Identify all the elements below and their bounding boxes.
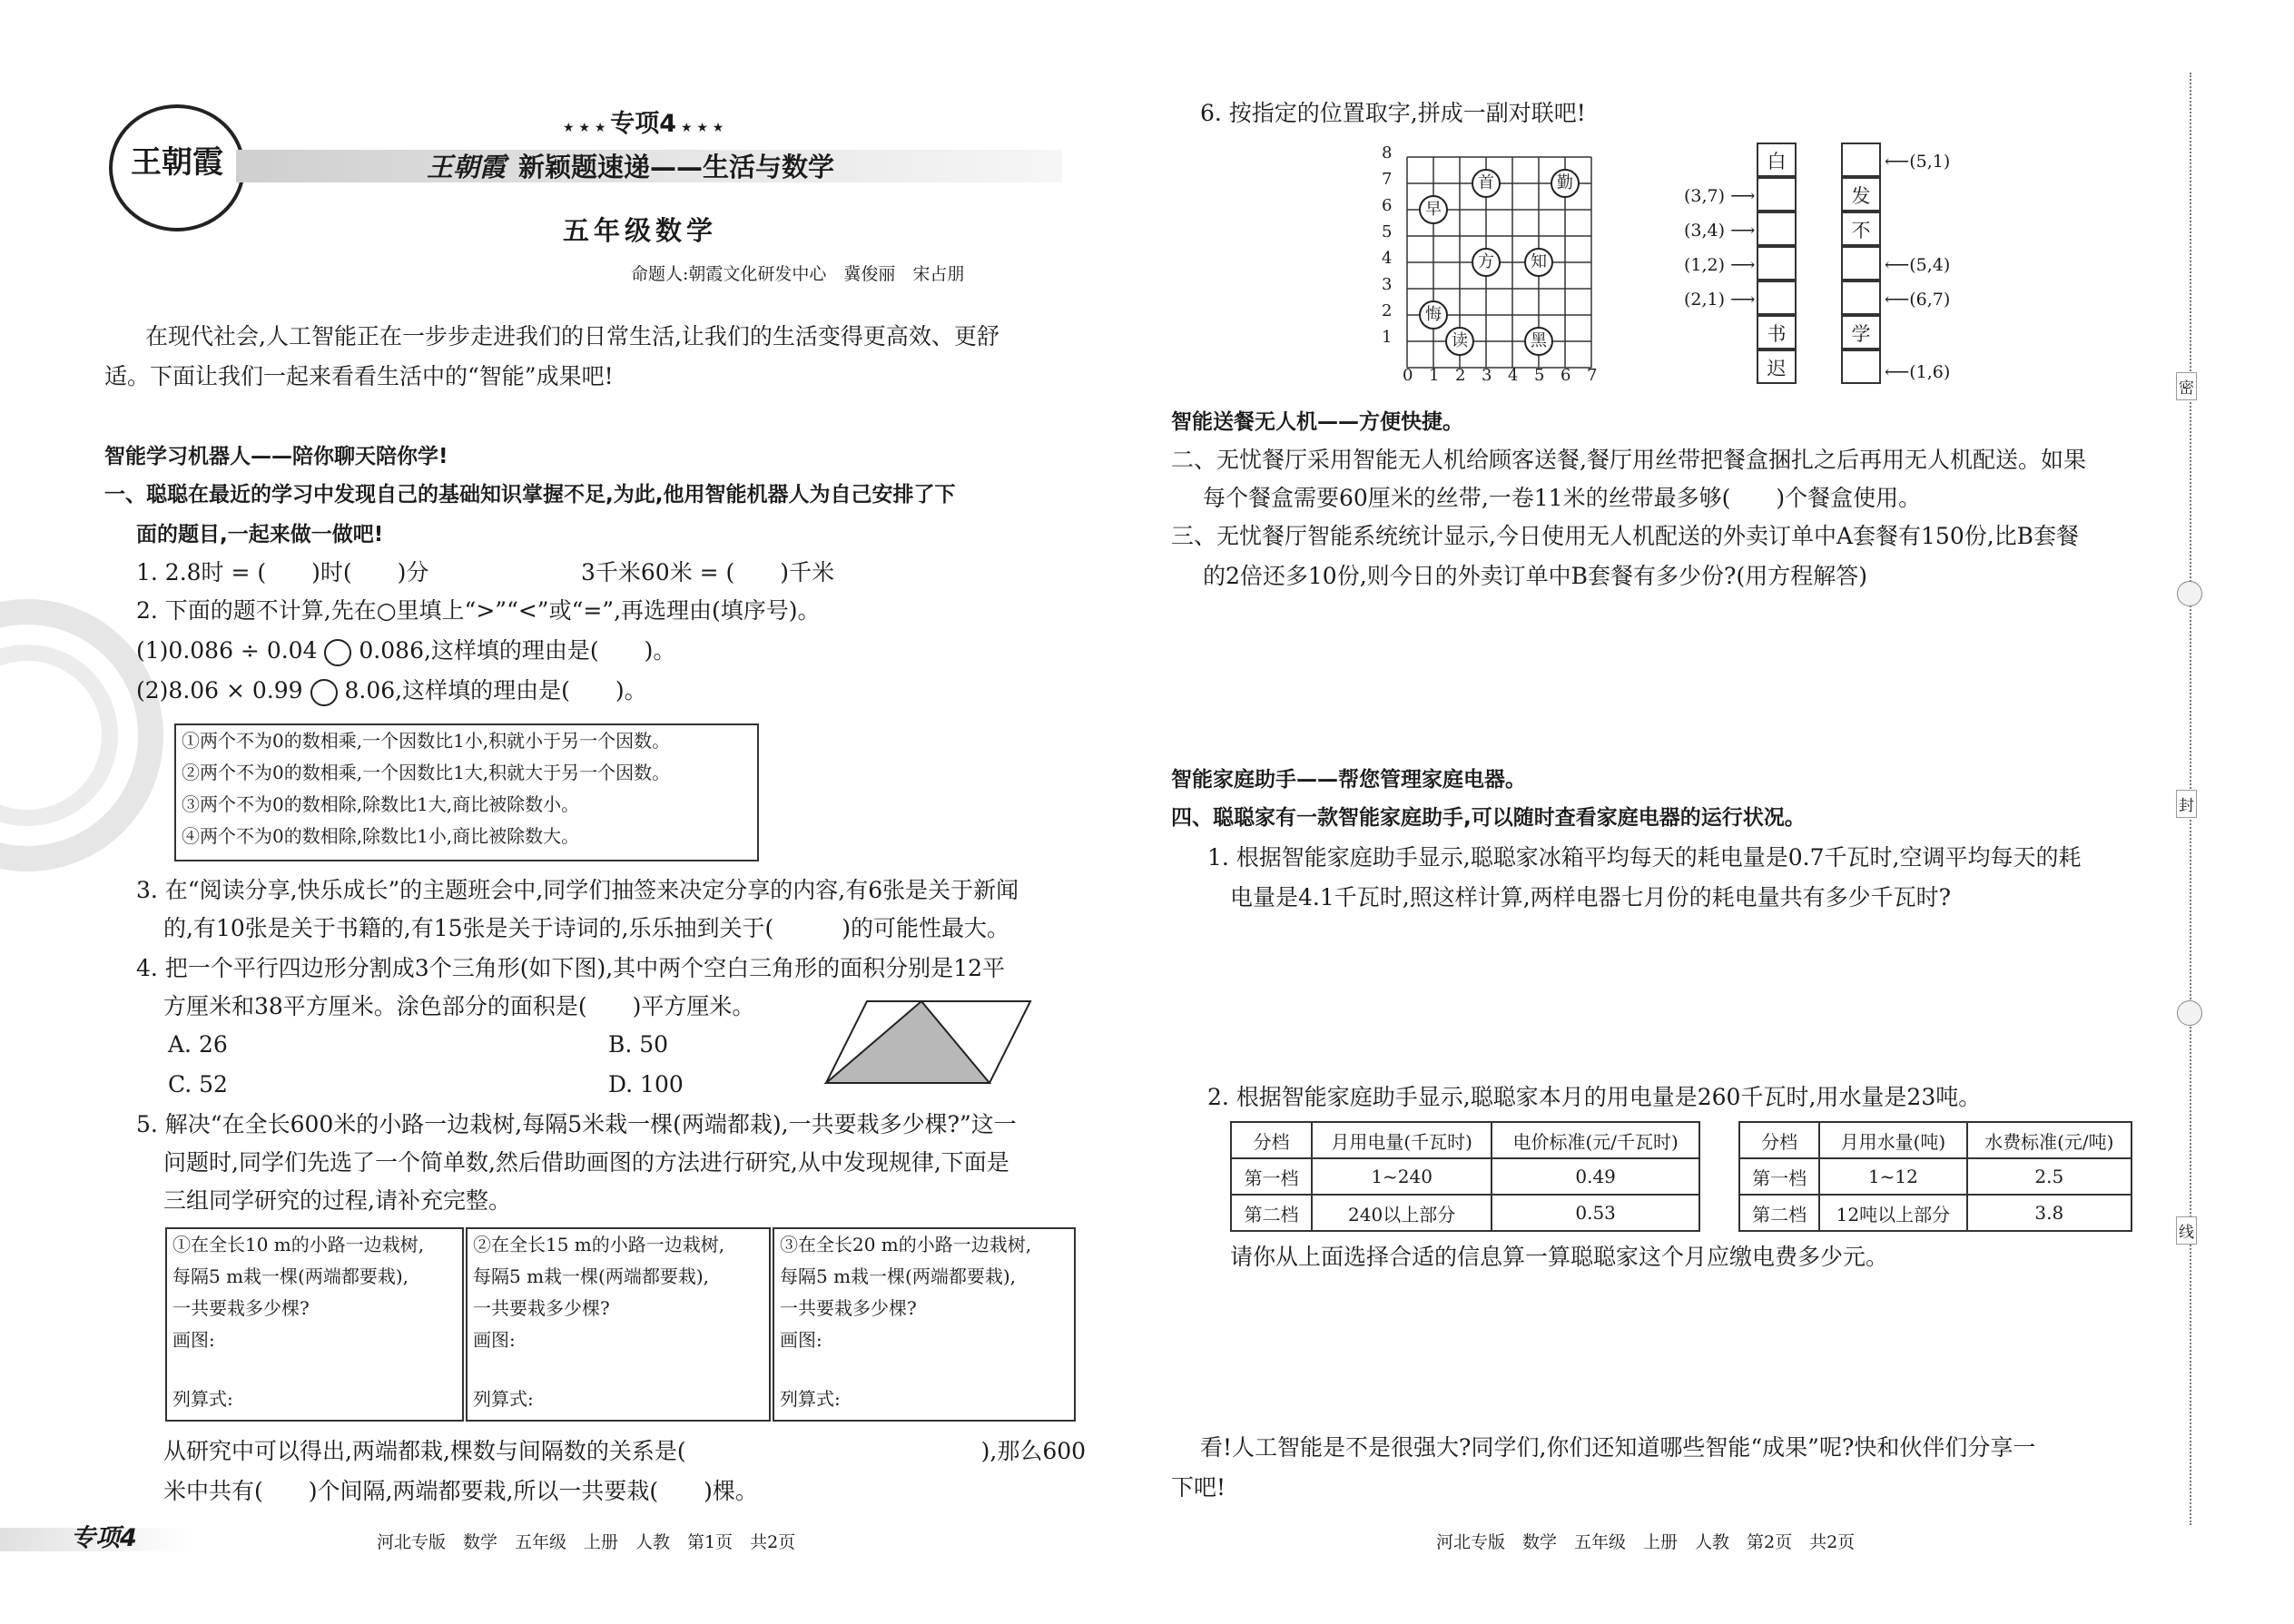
couplet-cell[interactable] [1757,212,1797,246]
group-text: ②在全长15 m的小路一边栽树, [473,1234,725,1255]
seal-label: 线 [2176,1216,2197,1245]
y-tick-label: 7 [1382,170,1393,189]
x-tick-label: 3 [1482,366,1492,385]
q1-2-2: (2)8.06 × 0.99 8.06,这样填的理由是( )。 [136,674,647,708]
q1-1b: 3千米60米 = ( )千米 [581,559,835,586]
table-cell: 3.8 [1967,1195,2132,1231]
seal-label: 密 [2176,372,2197,400]
group-text: 一共要栽多少棵? [780,1297,917,1319]
coord-label: (2,1) ⟶ [1684,290,1756,310]
couplet-cell[interactable] [1841,143,1881,177]
grid-char: 黑 [1524,327,1553,356]
option-b: B. 50 [608,1031,669,1058]
q4-2: 2. 根据智能家庭助手显示,聪聪家本月的用电量是260千瓦时,用水量是23吨。 [1207,1084,1982,1110]
section-heading: 智能送餐无人机——方便快捷。 [1171,410,1463,434]
closing-line-1: 看!人工智能是不是很强大?同学们,你们还知道哪些智能“成果”呢?快和伙伴们分享一 [1200,1434,2036,1461]
subject-title: 五年级数学 [563,215,718,246]
couplet-cell[interactable] [1841,281,1881,315]
table-cell: 第一档 [1739,1158,1819,1195]
grid-x-ticks [1393,366,1602,389]
couplet-cell: 发 [1841,177,1881,212]
formula-label: 列算式: [473,1388,534,1410]
brand-logo [109,104,245,231]
table-row [1231,1195,1699,1231]
couplet-cell: 不 [1841,212,1881,246]
reason-item: ③两个不为0的数相除,除数比1大,商比被除数小。 [182,793,580,815]
couplet-cell: 学 [1841,315,1881,349]
water-table [1738,1121,2132,1232]
arrow-icon: ⟶ [1730,255,1756,275]
q1-5-end2: 米中共有( )个间隔,两端都要栽,所以一共要栽( )棵。 [163,1478,758,1504]
option-d: D. 100 [608,1071,684,1097]
coord-label: ⟵(6,7) [1885,290,1951,310]
table-header: 分档 [1739,1122,1819,1158]
question-2-cont: 每个餐盒需要60厘米的丝带,一卷11米的丝带最多够( )个餐盒使用。 [1203,485,1922,511]
group-text: 一共要栽多少棵? [473,1297,610,1319]
y-tick-label: 6 [1382,196,1393,215]
grid-char: 读 [1445,327,1474,356]
table-cell: 1~12 [1819,1158,1966,1195]
arrow-icon: ⟶ [1730,290,1756,310]
table-header: 分档 [1231,1122,1312,1158]
couplet-cell[interactable] [1757,246,1797,281]
q1-1a: 1. 2.8时 = ( )时( )分 [136,559,429,586]
formula-label: 列算式: [780,1388,841,1410]
table-header: 水费标准(元/吨) [1967,1122,2132,1158]
coord-label: (1,2) ⟶ [1684,255,1756,275]
y-tick-label: 1 [1382,328,1393,347]
arrow-icon: ⟵ [1885,255,1910,275]
question-2: 二、无忧餐厅采用智能无人机给顾客送餐,餐厅用丝带把餐盒捆扎之后再用无人机配送。如果 [1171,447,2086,473]
page-title: 王朝霞 新颖题速递——生活与数学 [427,152,835,182]
group-text: 每隔5 m栽一棵(两端都要栽), [172,1265,409,1287]
coord-label: (3,4) ⟶ [1684,221,1756,241]
arrow-icon: ⟶ [1730,221,1756,241]
x-tick-label: 5 [1534,366,1545,385]
authors: 命题人:朝霞文化研发中心 冀俊丽 宋占朋 [631,264,965,284]
y-tick-label: 4 [1382,249,1393,268]
grid-char: 方 [1472,248,1501,277]
coordinate-grid [1403,154,1593,372]
table-cell: 0.53 [1492,1195,1699,1231]
section-heading: 智能家庭助手——帮您管理家庭电器。 [1171,768,1526,792]
table-header: 月用电量(千瓦时) [1312,1122,1492,1158]
table-cell: 第一档 [1231,1158,1312,1195]
q1-3: 3. 在“阅读分享,快乐成长”的主题班会中,同学们抽签来决定分享的内容,有6张是关于新闻 [136,877,1019,903]
binding-hole-icon [2177,1000,2202,1026]
grid-char: 知 [1524,248,1553,277]
answer-circle[interactable] [310,679,338,706]
couplet-cell: 白 [1757,143,1797,177]
coord-label: ⟵(5,1) [1885,152,1951,172]
series-label: ★ ★ ★ 专项4 ★ ★ ★ [563,110,724,138]
table-row [1739,1158,2132,1195]
x-tick-label: 2 [1455,366,1466,385]
table-header-row [1739,1122,2132,1158]
q1-5-cont2: 三组同学研究的过程,请补充完整。 [163,1187,511,1214]
binding-hole-icon [2177,581,2202,606]
group-text: ③在全长20 m的小路一边栽树, [780,1234,1032,1255]
reason-item: ①两个不为0的数相乘,一个因数比1小,积就小于另一个因数。 [182,730,671,752]
option-a: A. 26 [168,1031,228,1058]
q1-3-cont: 的,有10张是关于书籍的,有15张是关于诗词的,乐乐抽到关于( )的可能性最大。 [163,915,1009,941]
closing-line-2: 下吧! [1171,1474,1226,1501]
table-row [1231,1158,1699,1195]
q1-5: 5. 解决“在全长600米的小路一边栽树,每隔5米栽一棵(两端都栽),一共要栽多少棵?”这一 [136,1111,1017,1137]
reason-item: ②两个不为0的数相乘,一个因数比1大,积就大于另一个因数。 [182,762,671,783]
option-c: C. 52 [168,1071,228,1097]
parallelogram-figure [822,997,1035,1088]
x-tick-label: 7 [1587,366,1598,385]
q6-title: 6. 按指定的位置取字,拼成一副对联吧! [1200,100,1586,126]
q1-4-cont: 方厘米和38平方厘米。涂色部分的面积是( )平方厘米。 [163,993,755,1019]
arrow-icon: ⟵ [1885,152,1910,172]
table-cell: 240以上部分 [1312,1195,1492,1231]
seal-label: 封 [2176,790,2197,818]
table-cell: 12吨以上部分 [1819,1195,1966,1231]
q1-4: 4. 把一个平行四边形分割成3个三角形(如下图),其中两个空白三角形的面积分别是12平 [136,955,1005,981]
table-header: 电价标准(元/千瓦时) [1492,1122,1699,1158]
intro-line-1: 在现代社会,人工智能正在一步步走进我们的日常生活,让我们的生活变得更高效、更舒 [145,323,999,349]
group-text: ①在全长10 m的小路一边栽树, [172,1234,425,1255]
q1-5-end: 从研究中可以得出,两端都栽,棵数与间隔数的关系是( ),那么600 [163,1438,1087,1464]
question-3: 三、无忧餐厅智能系统统计显示,今日使用无人机配送的外卖订单中A套餐有150份,比B套餐 [1171,523,2080,549]
couplet-cell[interactable] [1841,246,1881,281]
x-tick-label: 4 [1508,366,1519,385]
grid-char: 首 [1472,169,1501,198]
couplet-cell: 迟 [1757,349,1797,384]
draw-label: 画图: [473,1329,516,1351]
section-heading: 智能学习机器人——陪你聊天陪你学! [104,445,448,468]
grid-char: 勤 [1551,169,1580,198]
q4-1-cont: 电量是4.1千瓦时,照这样计算,两样电器七月份的耗电量共有多少千瓦时? [1230,884,1952,910]
couplet-cell[interactable] [1841,349,1881,384]
answer-circle[interactable] [324,639,351,666]
coord-label: ⟵(1,6) [1885,362,1951,382]
star-icon: ★ ★ ★ [563,121,611,135]
group-text: 一共要栽多少棵? [172,1297,310,1319]
table-header-row [1231,1122,1699,1158]
x-tick-label: 1 [1429,366,1440,385]
table-cell: 0.49 [1492,1158,1699,1195]
couplet-cell[interactable] [1757,281,1797,315]
table-row [1739,1195,2132,1231]
coord-label: (3,7) ⟶ [1684,186,1756,206]
formula-label: 列算式: [172,1388,233,1410]
q1-5-cont: 问题时,同学们先选了一个简单数,然后借助画图的方法进行研究,从中发现规律,下面是 [163,1149,1009,1176]
reason-item: ④两个不为0的数相除,除数比1小,商比被除数大。 [182,825,580,847]
y-tick-label: 3 [1382,275,1393,294]
q4-2-ask: 请你从上面选择合适的信息算一算聪聪家这个月应缴电费多少元。 [1230,1244,1889,1270]
grid-char: 早 [1419,195,1448,224]
group-text: 每隔5 m栽一棵(两端都要栽), [473,1265,710,1287]
question-1: 一、聪聪在最近的学习中发现自己的基础知识掌握不足,为此,他用智能机器人为自己安排了下 [104,483,956,507]
arrow-icon: ⟶ [1730,186,1756,206]
y-tick-label: 5 [1382,222,1393,241]
table-cell: 第二档 [1739,1195,1819,1231]
arrow-icon: ⟵ [1885,362,1910,382]
group-box-2 [466,1227,771,1422]
intro-line-2: 适。下面让我们一起来看看生活中的“智能”成果吧! [104,363,614,389]
draw-label: 画图: [172,1329,215,1351]
table-cell: 1~240 [1312,1158,1492,1195]
table-cell: 2.5 [1967,1158,2132,1195]
x-tick-label: 6 [1561,366,1571,385]
question-4: 四、聪聪家有一款智能家庭助手,可以随时查看家庭电器的运行状况。 [1171,806,1806,830]
star-icon: ★ ★ ★ [676,121,724,135]
grid-char: 悔 [1419,300,1448,330]
footer-left: 河北专版 数学 五年级 上册 人教 第1页 共2页 [377,1532,796,1552]
electricity-table [1230,1121,1700,1232]
couplet-cell[interactable] [1757,177,1797,212]
draw-label: 画图: [780,1329,822,1351]
footer-right: 河北专版 数学 五年级 上册 人教 第2页 共2页 [1436,1532,1856,1552]
y-tick-label: 8 [1382,143,1393,162]
question-1-cont: 面的题目,一起来做一做吧! [136,523,384,546]
footer-series: 专项4 [71,1524,137,1552]
q4-1: 1. 根据智能家庭助手显示,聪聪家冰箱平均每天的耗电量是0.7千瓦时,空调平均每天的耗 [1207,844,2082,871]
couplet-cell: 书 [1757,315,1797,349]
coord-label: ⟵(5,4) [1885,255,1951,275]
logo-text: 王朝霞 [131,144,223,181]
table-header: 月用水量(吨) [1819,1122,1966,1158]
reasons-box [174,723,759,861]
q1-2-1: (1)0.086 ÷ 0.04 0.086,这样填的理由是( )。 [136,634,675,668]
group-box-1 [165,1227,464,1422]
q1-2: 2. 下面的题不计算,先在○里填上“>”“<”或“=”,再选理由(填序号)。 [136,597,821,624]
table-cell: 第二档 [1231,1195,1312,1231]
group-text: 每隔5 m栽一棵(两端都要栽), [780,1265,1017,1287]
x-tick-label: 0 [1403,366,1413,385]
y-tick-label: 2 [1382,301,1393,320]
arrow-icon: ⟵ [1885,290,1910,310]
group-box-3 [773,1227,1076,1422]
question-3-cont: 的2倍还多10份,则今日的外卖订单中B套餐有多少份?(用方程解答) [1203,563,1867,589]
